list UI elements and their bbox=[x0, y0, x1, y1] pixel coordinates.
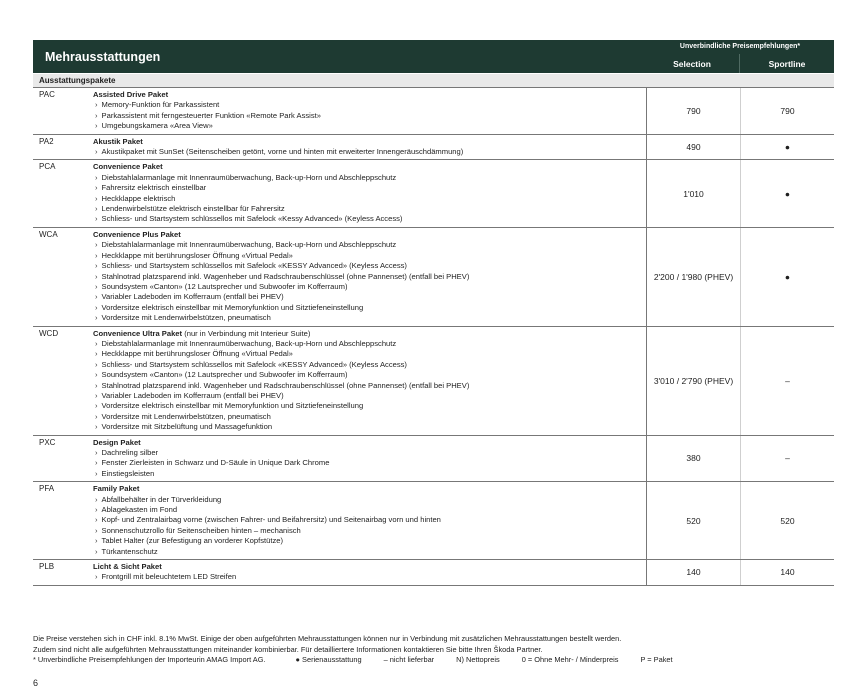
price-selection: 380 bbox=[646, 436, 740, 482]
group-label: Ausstattungspakete bbox=[33, 74, 834, 87]
package-name: Design Paket bbox=[93, 437, 141, 447]
price-selection: 520 bbox=[646, 482, 740, 559]
package-name: Convenience Ultra Paket bbox=[93, 328, 183, 338]
legend bbox=[33, 655, 843, 666]
package-code: PLB bbox=[39, 562, 55, 572]
package-item: › Heckklappe mit berührungsloser Öffnung «Virtual Pedal» bbox=[93, 349, 646, 359]
price-sportline: 520 bbox=[740, 482, 834, 559]
package-item: › Diebstahlalarmanlage mit Innenraumüberwachung, Back-up-Horn und Abschleppschutz bbox=[93, 173, 646, 183]
package-code: PA2 bbox=[39, 136, 54, 146]
package-item: › Vordersitze mit Lendenwirbelstützen, pneumatisch bbox=[93, 313, 646, 323]
package-item: › Stahlnotrad platzsparend inkl. Wagenheber und Radschraubenschlüssel (ohne Pannenset) (entfall bei PHEV) bbox=[93, 381, 646, 391]
page-title: Mehrausstattungen bbox=[45, 50, 161, 64]
footer-line-1: Die Preise verstehen sich in CHF inkl. 8.1% MwSt. Einige der oben aufgeführten Mehrausstattungen können nur in Verbindung mit zusätzlichen Mehrausstattungen bestellt werden. bbox=[33, 634, 622, 643]
package-item: › Vordersitze elektrisch einstellbar mit Memoryfunktion und Sitztiefeneinstellung bbox=[93, 401, 646, 411]
table-row bbox=[33, 482, 834, 560]
price-sportline: – bbox=[740, 436, 834, 482]
package-item: › Umgebungskamera «Area View» bbox=[93, 121, 646, 131]
package-item: › Heckklappe elektrisch bbox=[93, 194, 646, 204]
table-header bbox=[33, 40, 834, 73]
table-row bbox=[33, 560, 834, 586]
package-item: › Soundsystem «Canton» (12 Lautsprecher und Subwoofer im Kofferraum) bbox=[93, 282, 646, 292]
column-sportline-header: Sportline bbox=[768, 59, 806, 69]
package-table bbox=[33, 87, 834, 586]
package-code: PCA bbox=[39, 162, 56, 172]
table-row bbox=[33, 135, 834, 161]
price-selection: 1'010 bbox=[646, 160, 740, 226]
package-description bbox=[93, 482, 646, 559]
package-item: › Kopf- und Zentralairbag vorne (zwischen Fahrer- und Beifahrersitz) und Seitenairbag vorn und hinten bbox=[93, 515, 646, 525]
package-item: › Fenster Zierleisten in Schwarz und D-Säule in Unique Dark Chrome bbox=[93, 458, 646, 468]
package-item: › Schliess- und Startsystem schlüssellos mit Safelock «Kessy Advanced» (Keyless Access) bbox=[93, 214, 646, 224]
legend-item: * Unverbindliche Preisempfehlungen der Importeurin AMAG Import AG. bbox=[33, 655, 266, 664]
price-selection: 490 bbox=[646, 135, 740, 160]
package-name: Convenience Paket bbox=[93, 162, 163, 172]
table-row bbox=[33, 327, 834, 436]
package-code: WCD bbox=[39, 328, 59, 338]
package-name: Assisted Drive Paket bbox=[93, 90, 169, 99]
package-description bbox=[93, 228, 646, 326]
package-code: WCA bbox=[39, 229, 58, 239]
package-item: › Sonnenschutzrollo für Seitenscheiben hinten – mechanisch bbox=[93, 526, 646, 536]
price-sportline: 140 bbox=[740, 560, 834, 585]
package-name: Akustik Paket bbox=[93, 136, 143, 146]
package-item: › Schliess- und Startsystem schlüssellos mit Safelock «KESSY Advanced» (Keyless Access) bbox=[93, 261, 646, 271]
package-code: PFA bbox=[39, 484, 55, 494]
package-description bbox=[93, 88, 646, 134]
package-item: › Lendenwirbelstütze elektrisch einstellbar für Fahrersitz bbox=[93, 204, 646, 214]
package-item: › Parkassistent mit ferngesteuerter Funktion «Remote Park Assist» bbox=[93, 111, 646, 121]
package-item: › Türkantenschutz bbox=[93, 547, 646, 557]
package-item: › Vordersitze mit Sitzbelüftung und Massagefunktion bbox=[93, 422, 646, 432]
package-item: › Fahrersitz elektrisch einstellbar bbox=[93, 183, 646, 193]
package-description bbox=[93, 436, 646, 482]
package-item: › Abfallbehälter in der Türverkleidung bbox=[93, 495, 646, 505]
package-item: › Frontgrill mit beleuchtetem LED Streifen bbox=[93, 572, 646, 582]
package-description bbox=[93, 327, 646, 435]
package-name: Convenience Plus Paket bbox=[93, 229, 181, 239]
table-row bbox=[33, 228, 834, 327]
package-item: › Soundsystem «Canton» (12 Lautsprecher und Subwoofer im Kofferraum) bbox=[93, 370, 646, 380]
package-item: › Vordersitze mit Lendenwirbelstützen, pneumatisch bbox=[93, 412, 646, 422]
package-item: › Variabler Ladeboden im Kofferraum (entfall bei PHEV) bbox=[93, 391, 646, 401]
price-selection: 3'010 / 2'790 (PHEV) bbox=[646, 327, 740, 435]
package-item: › Stahlnotrad platzsparend inkl. Wagenheber und Radschraubenschlüssel (ohne Pannenset) (entfall bei PHEV) bbox=[93, 272, 646, 282]
package-name: Licht & Sicht Paket bbox=[93, 562, 162, 572]
footer-notes bbox=[33, 634, 843, 666]
price-sportline: ● bbox=[740, 228, 834, 326]
package-name: Family Paket bbox=[93, 484, 140, 494]
package-code: PAC bbox=[39, 90, 55, 99]
package-description bbox=[93, 160, 646, 226]
package-item: › Ablagekasten im Fond bbox=[93, 505, 646, 515]
price-recommendation-heading: Unverbindliche Preisempfehlungen* bbox=[679, 43, 801, 50]
legend-item: ● Serienausstattung bbox=[295, 655, 362, 664]
package-item: › Heckklappe mit berührungsloser Öffnung «Virtual Pedal» bbox=[93, 251, 646, 261]
package-item: › Vordersitze elektrisch einstellbar mit Memoryfunktion und Sitztiefeneinstellung bbox=[93, 303, 646, 313]
price-sportline: 790 bbox=[740, 88, 834, 134]
price-sportline: ● bbox=[740, 160, 834, 226]
page-number: 6 bbox=[33, 678, 39, 688]
price-sportline: – bbox=[740, 327, 834, 435]
package-item: › Memory-Funktion für Parkassistent bbox=[93, 100, 646, 110]
package-item: › Diebstahlalarmanlage mit Innenraumüberwachung, Back-up-Horn und Abschleppschutz bbox=[93, 240, 646, 250]
package-item: › Tablet Halter (zur Befestigung an vorderer Kopfstütze) bbox=[93, 536, 646, 546]
legend-item: P = Paket bbox=[640, 655, 673, 664]
package-description bbox=[93, 135, 646, 160]
package-item: › Akustikpaket mit SunSet (Seitenscheiben getönt, vorne und hinten mit erweiterter Innengeräuschdämmung) bbox=[93, 147, 646, 157]
table-row bbox=[33, 160, 834, 227]
table-row bbox=[33, 87, 834, 135]
package-description bbox=[93, 560, 646, 585]
legend-item: 0 = Ohne Mehr- / Minderpreis bbox=[521, 655, 619, 664]
price-sportline: ● bbox=[740, 135, 834, 160]
price-selection: 790 bbox=[646, 88, 740, 134]
package-code: PXC bbox=[39, 437, 56, 447]
footer-line-2: Zudem sind nicht alle aufgeführten Mehrausstattungen miteinander kombinierbar. Für detailliertere Informationen kontaktieren Sie bitte Ihren Škoda Partner. bbox=[33, 644, 543, 654]
package-item: › Diebstahlalarmanlage mit Innenraumüberwachung, Back-up-Horn und Abschleppschutz bbox=[93, 339, 646, 349]
package-note: (nur in Verbindung mit Interieur Suite) bbox=[184, 328, 311, 338]
package-item: › Schliess- und Startsystem schlüssellos mit Safelock «KESSY Advanced» (Keyless Access) bbox=[93, 360, 646, 370]
legend-item: – nicht lieferbar bbox=[383, 655, 435, 664]
column-selection-header: Selection bbox=[673, 59, 711, 69]
package-item: › Variabler Ladeboden im Kofferraum (entfall bei PHEV) bbox=[93, 292, 646, 302]
price-selection: 140 bbox=[646, 560, 740, 585]
table-row bbox=[33, 436, 834, 483]
package-item: › Dachreling silber bbox=[93, 448, 646, 458]
legend-item: N) Nettopreis bbox=[456, 655, 500, 664]
price-selection: 2'200 / 1'980 (PHEV) bbox=[646, 228, 740, 326]
package-item: › Einstiegsleisten bbox=[93, 469, 646, 479]
